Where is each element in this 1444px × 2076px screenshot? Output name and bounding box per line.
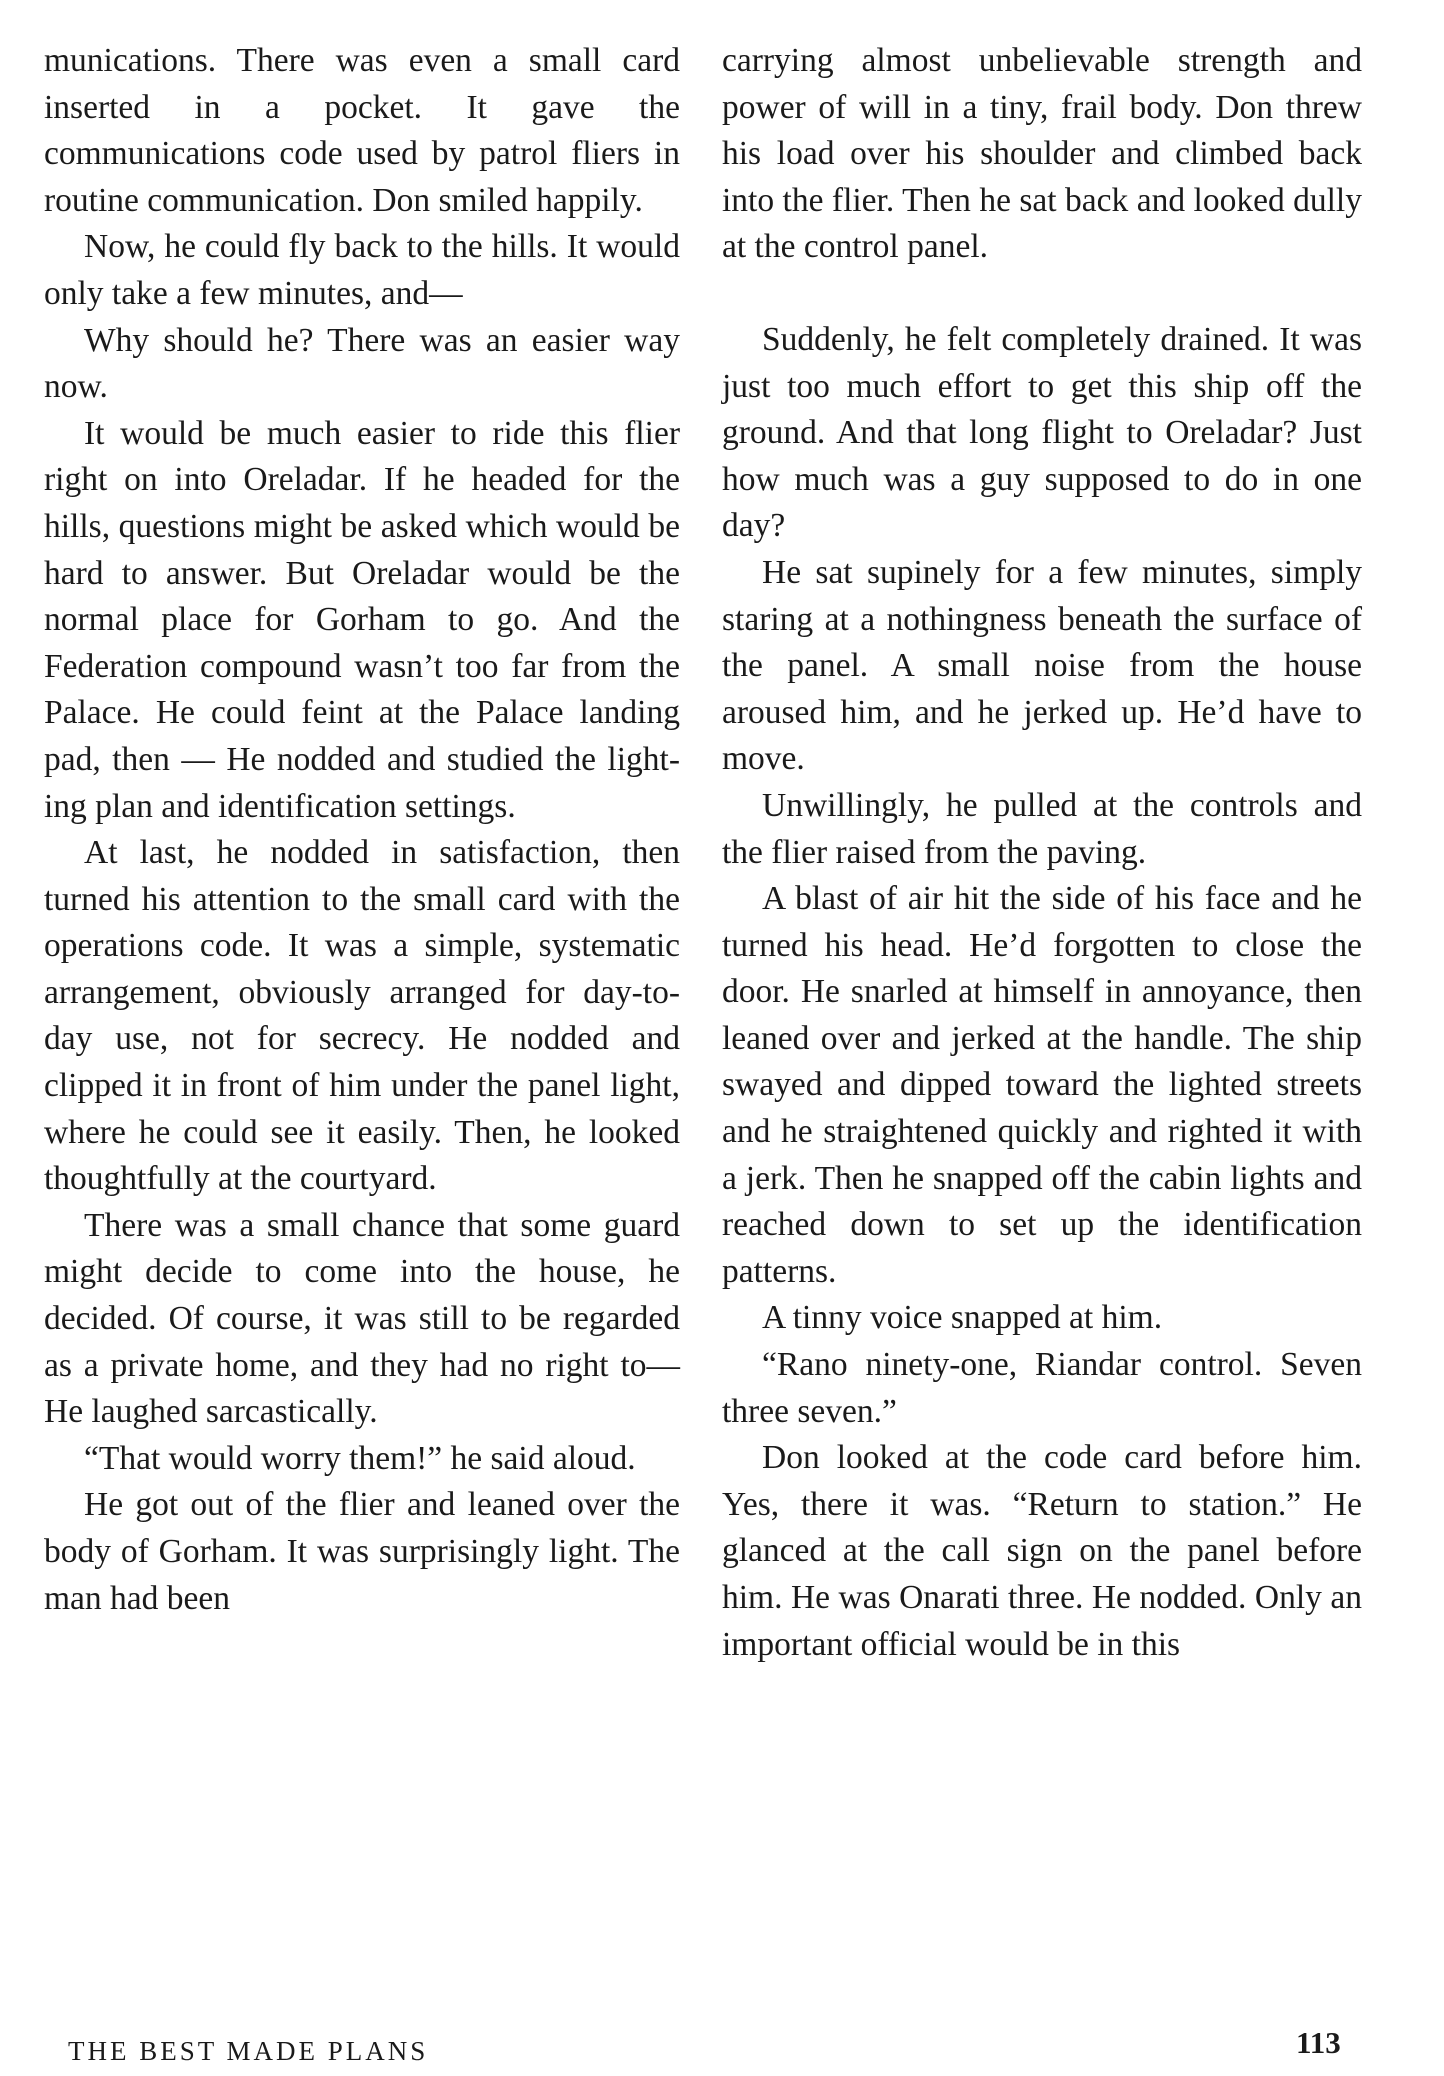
paragraph: At last, he nodded in satisfaction, then turned his attention to the small card with the operations code. It was a simple, systematic arrangement, obviously arranged for day-to-day use, not for secrecy. He nodded and clipped it in front of him under the panel light, where he could see it easily. Then, he looked thoughtfully at the courtyard. [44,834,680,1198]
paragraph: Unwillingly, he pulled at the controls and the flier raised from the paving. [722,786,1362,871]
page-number: 113 [1296,2025,1341,2060]
paragraph: Suddenly, he felt completely drained. It was just too much effort to get this ship off the ground. And that long flight to Oreladar? Just how much was a guy supposed to do in one day? [722,320,1362,545]
paragraph: A blast of air hit the side of his face and he turned his head. He’d forgotten to close the door. He snarled at himself in annoyance, then leaned over and jerked at the handle. The ship swayed and dipped toward the lighted streets and he straightened quickly and righted it with a jerk. Then he snapped off the cabin lights and reached down to set up the identification patterns. [722,880,1362,1290]
paragraph: munications. There was even a small card inserted in a pocket. It gave the communications code used by patrol fliers in routine communication. Don smiled happily. [44,42,680,219]
paragraph: He sat supinely for a few minutes, simply staring at a nothingness beneath the surface of the panel. A small noise from the house aroused him, and he jerked up. He’d have to move. [722,553,1362,778]
left-column [44,38,680,1622]
paragraph: Don looked at the code card before him. Yes, there it was. “Return to station.” He glanced at the call sign on the panel before him. He was Onarati three. He nodded. Only an important official would be in this [722,1439,1362,1663]
paragraph: It would be much easier to ride this flier right on into Oreladar. If he headed for the hills, questions might be asked which would be hard to answer. But Oreladar would be the normal place for Gorham to go. And the Federation compound wasn’t too far from the Palace. He could feint at the Palace landing pad, then — He nodded and studied the lighting plan and identification settings. [44,414,680,825]
paragraph: Why should he? There was an easier way now. [44,321,680,406]
paragraph: “Rano ninety-one, Riandar control. Seven three seven.” [722,1346,1362,1430]
paragraph: He got out of the flier and leaned over the body of Gorham. It was surprisingly light. The man had been [44,1486,680,1617]
running-footer-title: THE BEST MADE PLANS [68,2036,429,2066]
paragraph: There was a small chance that some guard might decide to come into the house, he decided. Of course, it was still to be regarded as a private home, and they had no right to— He laughed sarcastically. [44,1206,680,1431]
paragraph: A tinny voice snapped at him. [762,1299,1163,1337]
paragraph: carrying almost unbelievable strength and power of will in a tiny, frail body. Don threw his load over his shoulder and climbed back into the flier. Then he sat back and looked dully at the control panel. [722,42,1362,266]
paragraph: Now, he could fly back to the hills. It would only take a few minutes, and— [44,228,680,312]
paragraph: “That would worry them!” he said aloud. [84,1439,636,1477]
right-column [722,38,1362,1668]
